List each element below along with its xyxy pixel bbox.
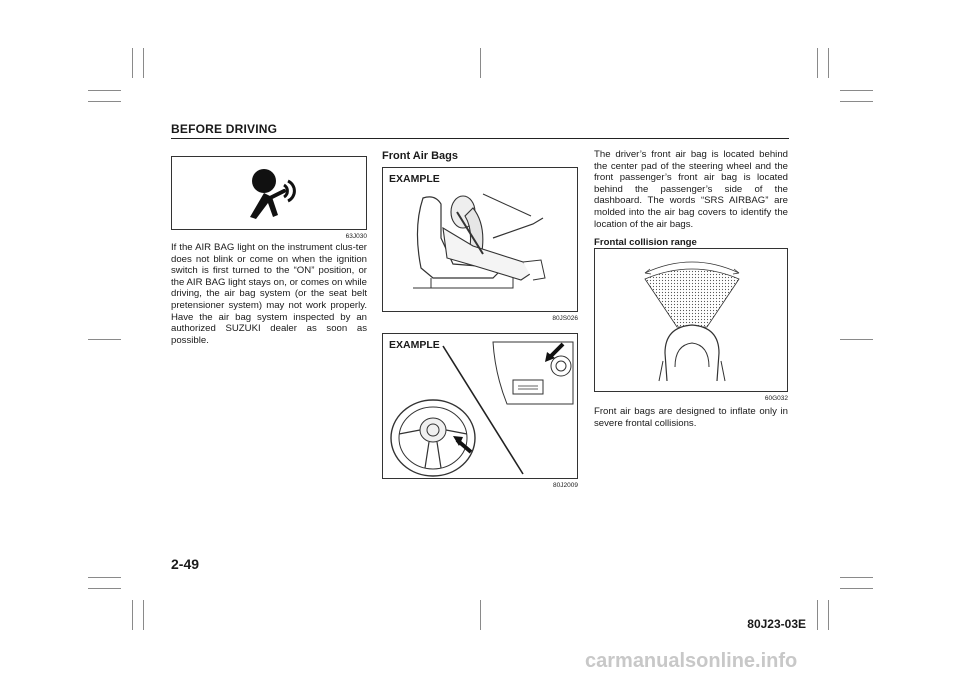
crop-mark xyxy=(480,48,481,78)
figure-code: 63J030 xyxy=(345,233,367,240)
crop-mark xyxy=(88,588,121,589)
figure-code: 80J2009 xyxy=(553,482,578,489)
crop-mark xyxy=(88,101,121,102)
airbag-warning-figure xyxy=(171,156,367,230)
section-title: BEFORE DRIVING xyxy=(171,122,278,136)
crop-mark xyxy=(88,577,121,578)
document-id: 80J23-03E xyxy=(747,617,806,631)
crop-mark xyxy=(143,600,144,630)
crop-mark xyxy=(828,600,829,630)
driver-seat-illustration xyxy=(383,168,578,312)
steering-dashboard-figure xyxy=(382,333,578,479)
collision-range-figure xyxy=(594,248,788,392)
driver-airbag-figure xyxy=(382,167,578,312)
watermark: carmanualsonline.info xyxy=(585,650,798,672)
crop-mark xyxy=(840,101,873,102)
crop-mark xyxy=(143,48,144,78)
crop-mark xyxy=(840,577,873,578)
crop-mark xyxy=(840,588,873,589)
airbag-warning-icon xyxy=(172,157,367,230)
crop-mark xyxy=(840,339,873,340)
frontal-collision-range-heading: Frontal collision range xyxy=(594,237,697,248)
crop-mark xyxy=(480,600,481,630)
page-number: 2-49 xyxy=(171,556,200,572)
crop-mark xyxy=(88,339,121,340)
figure-code: 60G032 xyxy=(764,395,788,402)
crop-mark xyxy=(817,600,818,630)
header-rule xyxy=(171,138,789,139)
airbag-light-paragraph: If the AIR BAG light on the instrument clus-ter does not blink or come on when the ignition switch is first turned to the “ON” position, or the AIR BAG light stays on, or comes on while driving, the air bag system (or the seat belt pretensioner system) may not work properly. Have the air bag system inspected by an authorized SUZUKI dealer as soon as possible. xyxy=(171,242,367,346)
crop-mark xyxy=(817,48,818,78)
example-label: EXAMPLE xyxy=(389,339,440,351)
crop-mark xyxy=(88,90,121,91)
airbag-location-paragraph: The driver’s front air bag is located behind the center pad of the steering wheel and the front passenger’s front air bag is located behind the passenger’s side of the dashboard. The words “SRS AIRBAG” are molded into the air bag covers to identify the location of the air bags. xyxy=(594,149,788,230)
front-air-bags-heading: Front Air Bags xyxy=(382,150,458,162)
crop-mark xyxy=(132,48,133,78)
crop-mark xyxy=(132,600,133,630)
example-label: EXAMPLE xyxy=(389,173,440,185)
inflation-condition-paragraph: Front air bags are designed to inflate only in severe frontal collisions. xyxy=(594,406,788,429)
steering-wheel-dashboard-illustration xyxy=(383,334,578,479)
crop-mark xyxy=(840,90,873,91)
figure-code: 80JS026 xyxy=(552,315,578,322)
crop-mark xyxy=(828,48,829,78)
collision-range-diagram xyxy=(595,249,788,392)
